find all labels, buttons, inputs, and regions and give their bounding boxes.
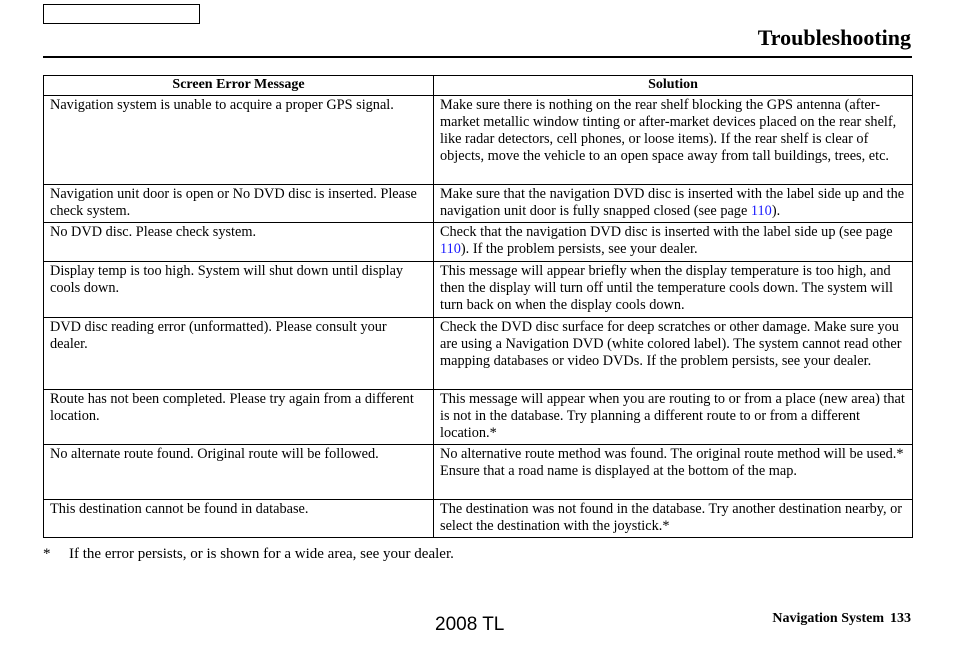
table-row	[44, 223, 913, 262]
solution-cell	[434, 445, 913, 500]
solution-text-end: ).	[771, 203, 781, 219]
column-header-message: Screen Error Message	[44, 76, 434, 96]
solution-text: Make sure that the navigation DVD disc is inserted with the label side up and the navigation unit door is fully snapped closed (see page	[440, 186, 905, 219]
table-row	[44, 96, 913, 185]
solution-cell	[434, 185, 913, 223]
column-header-solution: Solution	[434, 76, 913, 96]
page-link[interactable]: 110	[440, 241, 461, 257]
table-row	[44, 445, 913, 500]
model-label: 2008 TL	[435, 614, 505, 635]
page-footer	[772, 611, 911, 627]
title-divider	[43, 56, 912, 58]
error-message-cell: Navigation system is unable to acquire a proper GPS signal.	[44, 96, 434, 185]
solution-extra-text: Ensure that a road name is displayed at the bottom of the map.	[440, 463, 797, 479]
error-message-cell: No DVD disc. Please check system.	[44, 223, 434, 262]
section-name: Navigation System	[772, 611, 884, 626]
table-row	[44, 262, 913, 318]
table-row	[44, 185, 913, 223]
page-number: 133	[890, 611, 911, 626]
solution-cell: Make sure there is nothing on the rear shelf blocking the GPS antenna (after-market metallic window tinting or after-market devices placed on the rear shelf, like radar detectors, cell phones, or loose items). If the rear shelf is clear of objects, move the vehicle to an open space away from tall buildings, trees, etc.	[434, 96, 913, 185]
solution-cell: The destination was not found in the database. Try another destination nearby, or select the destination with the joystick.*	[434, 500, 913, 538]
error-message-cell: Display temp is too high. System will shut down until display cools down.	[44, 262, 434, 318]
header-box	[43, 4, 200, 24]
page-title: Troubleshooting	[757, 25, 911, 50]
error-message-cell: Route has not been completed. Please try again from a different location.	[44, 390, 434, 445]
solution-cell: This message will appear briefly when the display temperature is too high, and then the display will turn off until the temperature cools down. The system will turn back on when the display cools down.	[434, 262, 913, 318]
error-message-cell: This destination cannot be found in database.	[44, 500, 434, 538]
table-row	[44, 500, 913, 538]
solution-cell: Check the DVD disc surface for deep scratches or other damage. Make sure you are using a Navigation DVD (white colored label). The system cannot read other mapping databases or video DVDs. If the problem persists, see your dealer.	[434, 318, 913, 390]
error-message-cell: No alternate route found. Original route will be followed.	[44, 445, 434, 500]
footnote	[43, 546, 454, 563]
table-row	[44, 390, 913, 445]
solution-cell: This message will appear when you are routing to or from a place (new area) that is not in the database. Try planning a different route to or from a different location.*	[434, 390, 913, 445]
solution-cell	[434, 223, 913, 262]
error-message-table	[43, 75, 913, 538]
table-header-row	[44, 76, 913, 96]
error-message-cell: DVD disc reading error (unformatted). Please consult your dealer.	[44, 318, 434, 390]
footnote-text: If the error persists, or is shown for a wide area, see your dealer.	[69, 546, 454, 562]
solution-text: No alternative route method was found. The original route method will be used.*	[440, 446, 904, 462]
solution-text: Check that the navigation DVD disc is inserted with the label side up (see page	[440, 224, 893, 240]
footnote-marker: *	[43, 546, 51, 562]
table-row	[44, 318, 913, 390]
error-message-cell: Navigation unit door is open or No DVD disc is inserted. Please check system.	[44, 185, 434, 223]
page-link[interactable]: 110	[750, 203, 772, 219]
solution-text-end: ). If the problem persists, see your dealer.	[460, 241, 698, 257]
